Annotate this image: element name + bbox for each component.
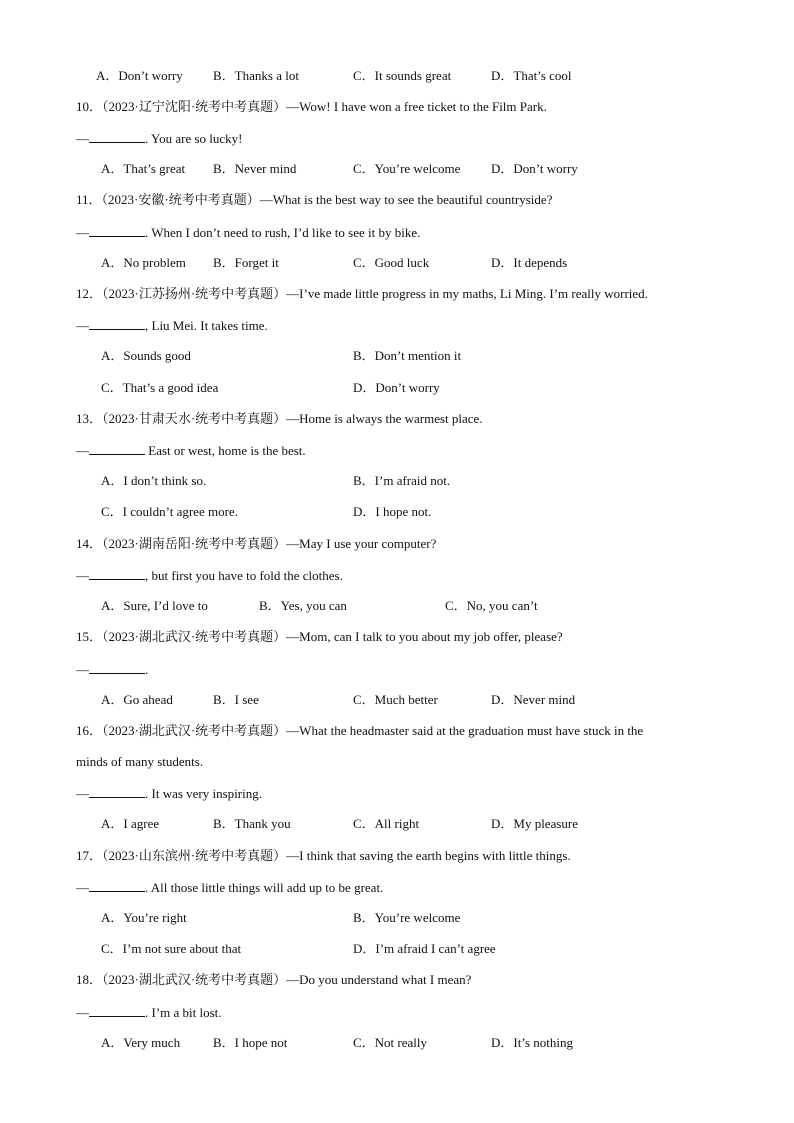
question-text: （2023·江苏扬州·统考中考真题）—I’ve made little progress in my maths, Li Ming. I’m really worried. [102, 286, 648, 301]
question-number: 12． [76, 286, 103, 301]
option-c: C．Good luck [353, 255, 430, 270]
option-d: D．I hope not. [353, 504, 432, 519]
question-stem [76, 411, 483, 427]
reply-text: . I’m a bit lost. [145, 1005, 222, 1020]
option-c: C．I’m not sure about that [101, 941, 242, 956]
reply-text: . You are so lucky! [145, 131, 243, 146]
reply-line [76, 224, 420, 241]
option-d: D．My pleasure [491, 816, 579, 831]
option-a: A．I agree [101, 816, 160, 831]
option-d: D．Don’t worry [353, 380, 440, 395]
question-text: （2023·安徽·统考中考真题）—What is the best way to see the beautiful countryside? [101, 192, 553, 207]
question-text: （2023·湖北武汉·统考中考真题）—Mom, can I talk to you about my job offer, please? [102, 629, 563, 644]
option-b: B．Yes, you can [259, 598, 347, 613]
option-c: C．Not really [353, 1035, 428, 1050]
dash: — [76, 1005, 89, 1020]
option-a: A．That’s great [101, 161, 186, 176]
question-text: （2023·湖北武汉·统考中考真题）—What the headmaster said at the graduation must have stuck in the [102, 723, 644, 738]
question-stem [76, 192, 552, 208]
question-stem [76, 286, 648, 302]
option-a: A．Don’t worry [96, 68, 183, 83]
option-a: A．Very much [101, 1035, 181, 1050]
option-c: C．You’re welcome [353, 161, 461, 176]
option-b: B．Thanks a lot [213, 68, 299, 83]
answer-blank[interactable] [89, 785, 145, 798]
option-a: A．Sure, I’d love to [101, 598, 208, 613]
question-text: （2023·辽宁沈阳·统考中考真题）—Wow! I have won a free ticket to the Film Park. [102, 99, 547, 114]
option-c: C．All right [353, 816, 420, 831]
option-c: C．I couldn’t agree more. [101, 504, 238, 519]
question-stem [76, 629, 563, 645]
question-number: 10． [76, 99, 103, 114]
option-c: C．It sounds great [353, 68, 452, 83]
reply-line [76, 567, 343, 584]
question-stem [76, 723, 643, 739]
question-number: 14． [76, 536, 103, 551]
reply-text: East or west, home is the best. [145, 443, 306, 458]
option-b: B．Forget it [213, 255, 279, 270]
reply-text: . It was very inspiring. [145, 786, 262, 801]
dash: — [76, 443, 89, 458]
option-b: B．You’re welcome [353, 910, 461, 925]
option-d: D．Never mind [491, 692, 576, 707]
question-number: 16． [76, 723, 103, 738]
reply-text: , but first you have to fold the clothes. [145, 568, 343, 583]
reply-line [76, 442, 306, 459]
option-b: B．Never mind [213, 161, 297, 176]
reply-text: . All those little things will add up to be great. [145, 880, 384, 895]
option-b: B．I see [213, 692, 259, 707]
reply-line [76, 661, 148, 678]
dash: — [76, 318, 89, 333]
reply-text: . [145, 662, 149, 677]
option-a: A．Sounds good [101, 348, 191, 363]
question-text: （2023·山东滨州·统考中考真题）—I think that saving the earth begins with little things. [102, 848, 571, 863]
answer-blank[interactable] [89, 224, 145, 237]
option-d: D．It’s nothing [491, 1035, 573, 1050]
answer-blank[interactable] [89, 442, 145, 455]
question-stem [76, 99, 547, 115]
reply-line [76, 317, 268, 334]
reply-text: , Liu Mei. It takes time. [145, 318, 268, 333]
option-a: A．No problem [101, 255, 186, 270]
question-stem [76, 536, 436, 552]
answer-blank[interactable] [89, 661, 145, 674]
reply-line [76, 1004, 222, 1021]
reply-line [76, 879, 383, 896]
question-text: （2023·甘肃天水·统考中考真题）—Home is always the warmest place. [102, 411, 483, 426]
question-number: 15． [76, 629, 103, 644]
option-a: A．I don’t think so. [101, 473, 207, 488]
reply-text: . When I don’t need to rush, I’d like to see it by bike. [145, 225, 421, 240]
question-stem [76, 972, 471, 988]
option-d: D．It depends [491, 255, 568, 270]
dash: — [76, 225, 89, 240]
question-number: 18． [76, 972, 103, 987]
answer-blank[interactable] [89, 567, 145, 580]
option-b: B．Don’t mention it [353, 348, 462, 363]
question-stem [76, 848, 571, 864]
reply-line [76, 130, 243, 147]
option-d: D．That’s cool [491, 68, 572, 83]
dash: — [76, 662, 89, 677]
answer-blank[interactable] [89, 1004, 145, 1017]
dash: — [76, 880, 89, 895]
option-d: D．Don’t worry [491, 161, 578, 176]
answer-blank[interactable] [89, 879, 145, 892]
question-number: 11． [76, 192, 102, 207]
question-number: 13． [76, 411, 103, 426]
option-c: C．No, you can’t [445, 598, 538, 613]
question-number: 17． [76, 848, 103, 863]
question-text: （2023·湖南岳阳·统考中考真题）—May I use your computer? [102, 536, 437, 551]
answer-blank[interactable] [89, 317, 145, 330]
option-a: A．You’re right [101, 910, 187, 925]
question-stem-continued: minds of many students. [76, 754, 204, 769]
answer-blank[interactable] [89, 130, 145, 143]
dash: — [76, 131, 89, 146]
option-c: C．That’s a good idea [101, 380, 219, 395]
option-d: D．I’m afraid I can’t agree [353, 941, 496, 956]
option-b: B．I’m afraid not. [353, 473, 451, 488]
option-a: A．Go ahead [101, 692, 173, 707]
option-b: B．I hope not [213, 1035, 288, 1050]
option-b: B．Thank you [213, 816, 291, 831]
dash: — [76, 568, 89, 583]
question-text: （2023·湖北武汉·统考中考真题）—Do you understand what I mean? [102, 972, 472, 987]
option-c: C．Much better [353, 692, 438, 707]
dash: — [76, 786, 89, 801]
reply-line [76, 785, 262, 802]
